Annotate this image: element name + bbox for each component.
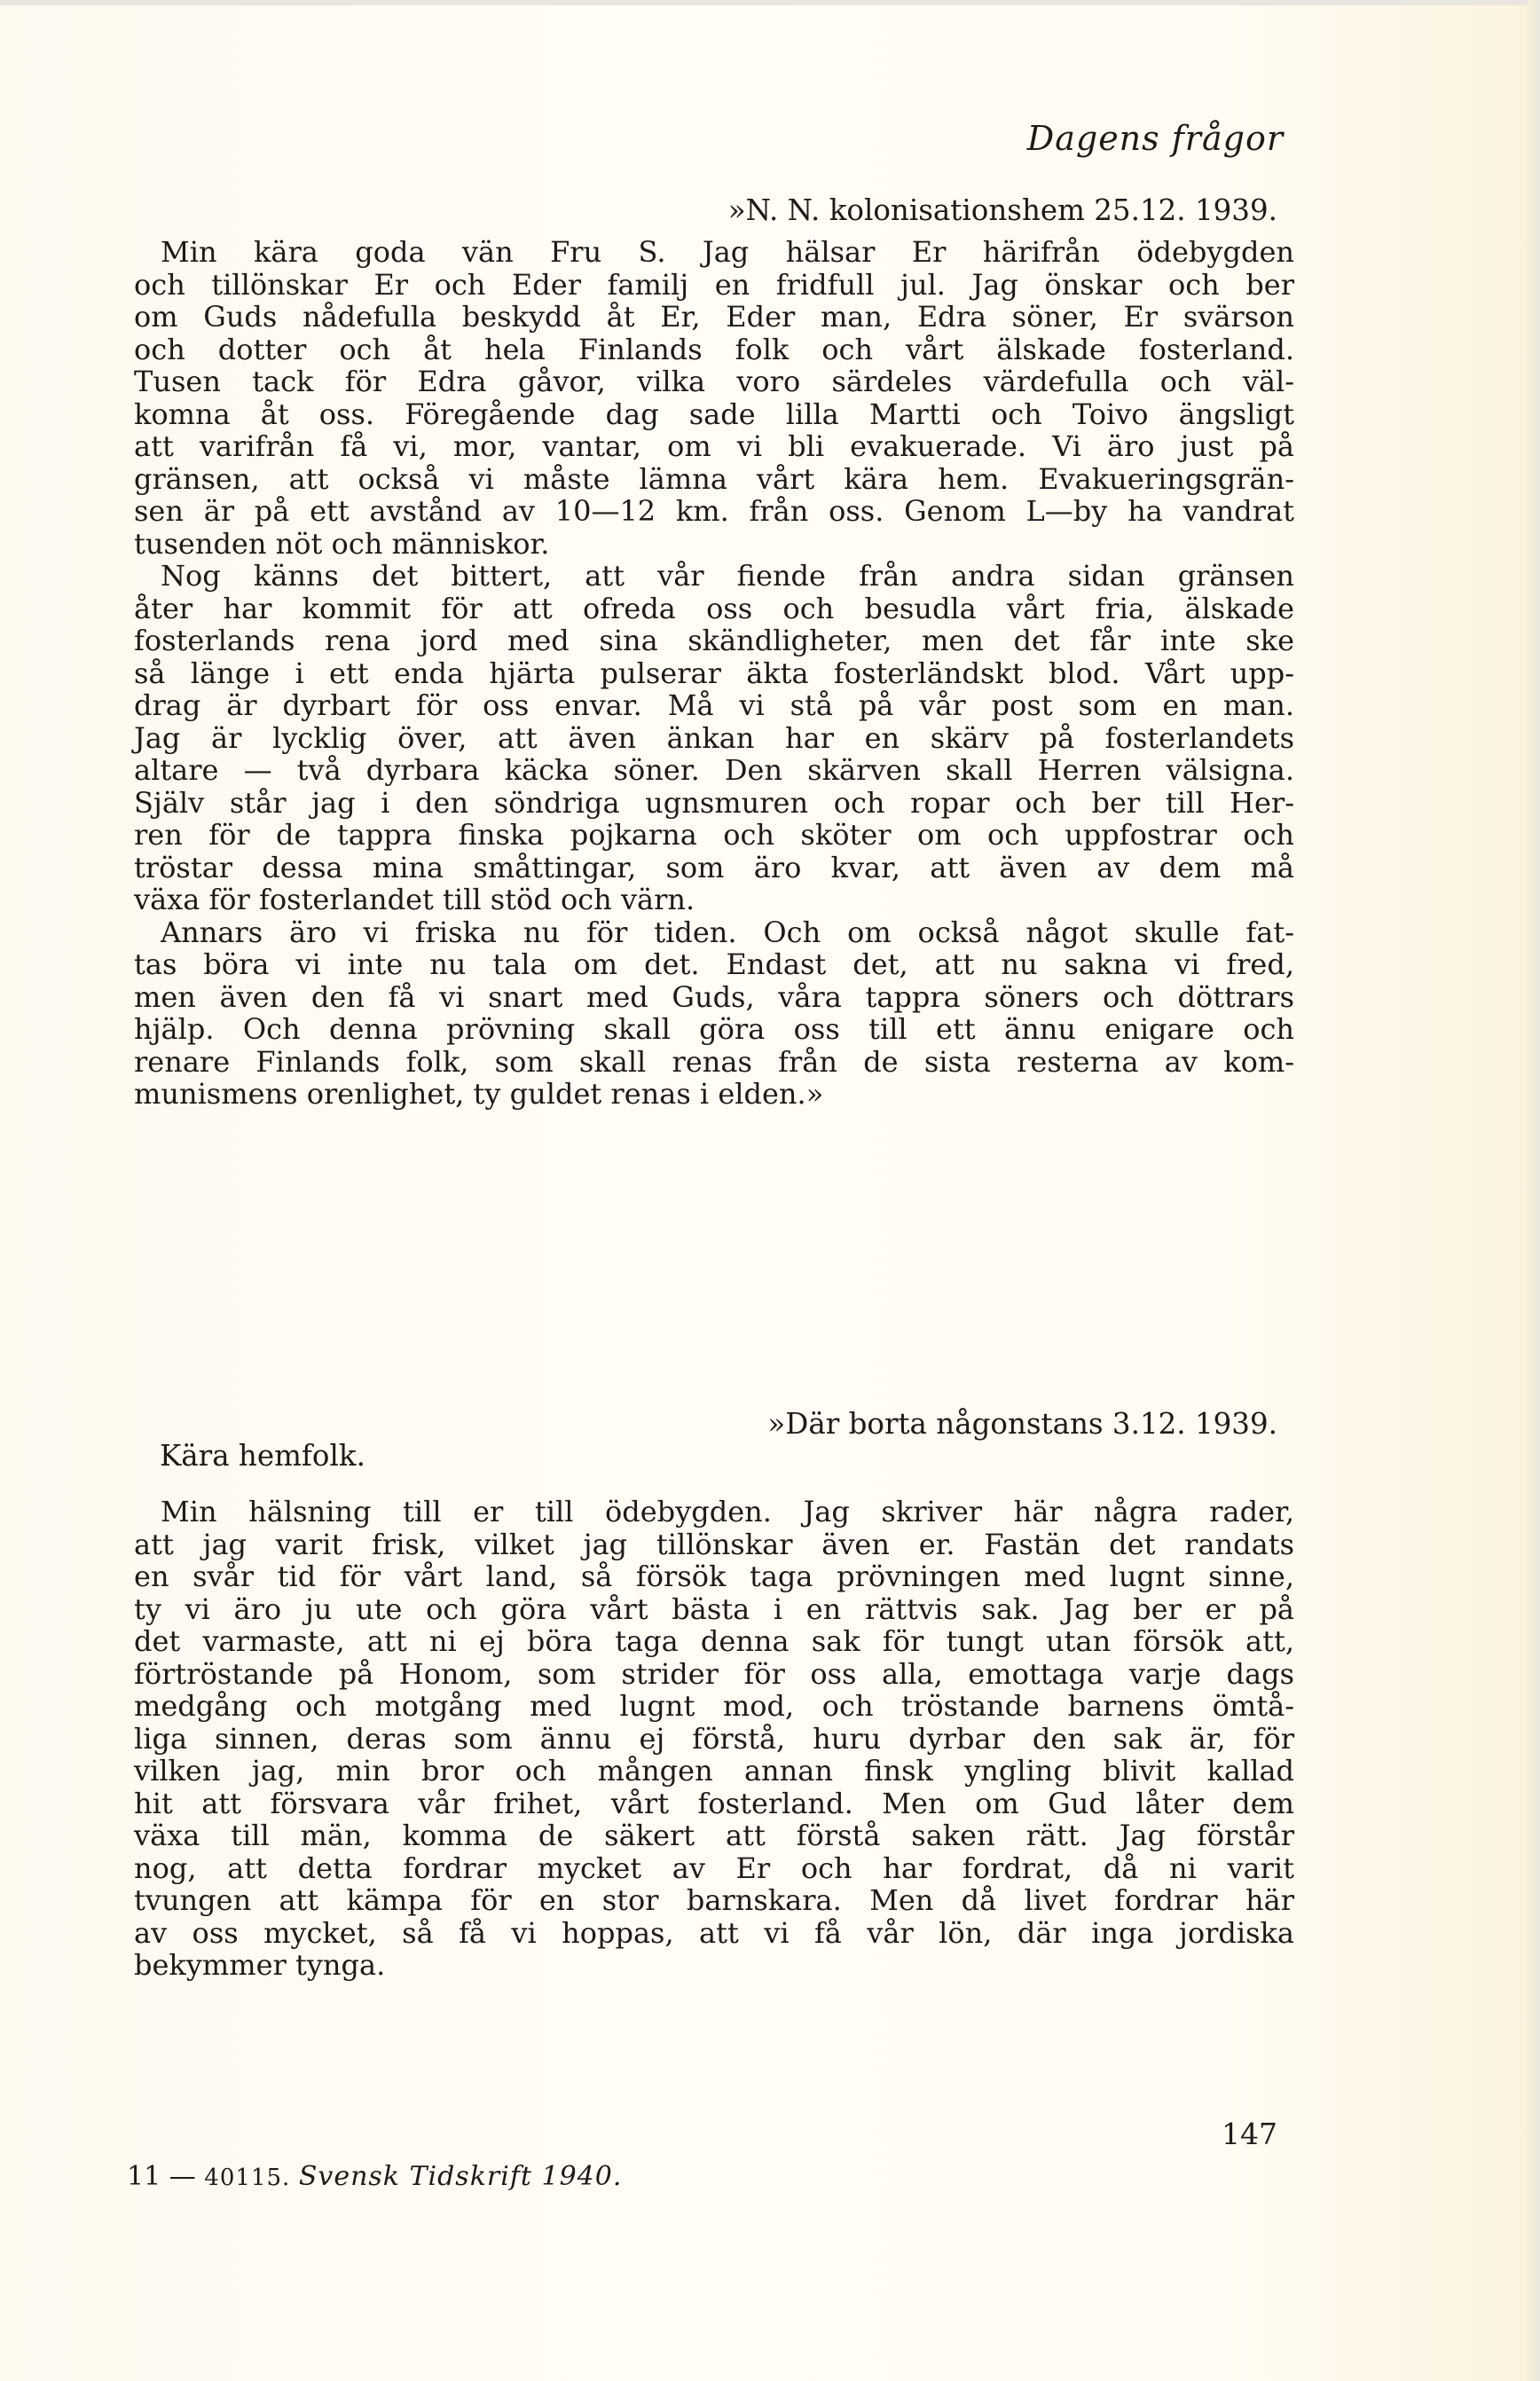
text-line: Annars äro vi friska nu för tiden. Och om också något skulle fat- — [161, 915, 1294, 949]
letter-2-salutation: Kära hemfolk. — [160, 1439, 365, 1473]
text-line: att varifrån få vi, mor, vantar, om vi bli evakuerade. Vi äro just på — [134, 429, 1294, 463]
text-line: Min hälsning till er till ödebygden. Jag skriver här några rader, — [161, 1495, 1294, 1528]
letter-1-dateline: »N. N. kolonisationshem 25.12. 1939. — [727, 193, 1277, 227]
text-line: renare Finlands folk, som skall renas från de sista resterna av kom- — [134, 1044, 1294, 1079]
text-line: Min kära goda vän Fru S. Jag hälsar Er härifrån ödebygden — [161, 235, 1294, 269]
document-page — [0, 5, 1528, 2381]
text-line: det varmaste, att ni ej böra taga denna sak för tungt utan försök att, — [134, 1624, 1294, 1658]
text-line: tvungen att kämpa för en stor barnskara. Men då livet fordrar här — [134, 1883, 1294, 1917]
text-line: om Guds nådefulla beskydd åt Er, Eder man, Edra söner, Er svärson — [134, 300, 1294, 334]
text-line: och tillönskar Er och Eder familj en fridfull jul. Jag önskar och ber — [134, 267, 1294, 302]
text-line: munismens orenlighet, ty guldet renas i elden.» — [134, 1077, 824, 1111]
print-code: 40115. — [204, 2165, 291, 2191]
page-edge — [1528, 0, 1540, 2381]
letter-2-body — [134, 1496, 1294, 1982]
page-number: 147 — [1222, 2117, 1277, 2151]
journal-title: Svensk Tidskrift 1940. — [298, 2161, 623, 2192]
letter-1-body — [134, 236, 1294, 1111]
text-line: växa för fosterlandet till stöd och värn. — [134, 883, 695, 916]
text-line: bekymmer tynga. — [134, 1948, 386, 1982]
text-line: ty vi äro ju ute och göra vårt bästa i en rättvis sak. Jag ber er på — [134, 1591, 1294, 1626]
text-line: en svår tid för vårt land, så försök taga prövningen med lugnt sinne, — [134, 1560, 1294, 1593]
text-line: drag är dyrbart för oss envar. Må vi stå på vår post som en man. — [134, 688, 1294, 722]
text-line: medgång och motgång med lugnt mod, och tröstande barnens ömtå- — [134, 1689, 1294, 1723]
text-line: vilken jag, min bror och mången annan finsk yngling blivit kallad — [134, 1754, 1294, 1788]
signature-number: 11 — [127, 2161, 161, 2192]
text-line: åter har kommit för att ofreda oss och besudla vårt fria, älskade — [134, 591, 1294, 625]
text-line: hit att försvara vår frihet, vårt fosterland. Men om Gud låter dem — [134, 1786, 1294, 1820]
text-line: liga sinnen, deras som ännu ej förstå, huru dyrbar den sak är, för — [134, 1721, 1294, 1756]
text-line: fosterlands rena jord med sina skändligheter, men det får inte ske — [134, 624, 1294, 657]
text-line: Själv står jag i den söndriga ugnsmuren och ropar och ber till Her- — [134, 785, 1294, 820]
text-line: tas böra vi inte nu tala om det. Endast det, att nu sakna vi fred, — [134, 947, 1294, 981]
text-line: komna åt oss. Föregående dag sade lilla Martti och Toivo ängsligt — [134, 397, 1294, 431]
text-line: förtröstande på Honom, som strider för oss alla, emottaga varje dags — [134, 1656, 1294, 1691]
text-line: men även den få vi snart med Guds, våra tappra söners och döttrars — [134, 979, 1294, 1014]
footer-dash: — — [169, 2161, 196, 2192]
text-line: att jag varit frisk, vilket jag tillönskar även er. Fastän det randats — [134, 1527, 1294, 1561]
text-line: och dotter och åt hela Finlands folk och vårt älskade fosterland. — [134, 332, 1294, 366]
text-line: nog, att detta fordrar mycket av Er och har fordrat, då ni varit — [134, 1851, 1294, 1885]
running-head: Dagens frågor — [1026, 119, 1284, 158]
text-line: tröstar dessa mina småttingar, som äro kvar, att även av dem må — [134, 850, 1294, 884]
text-line: gränsen, att också vi måste lämna vårt kära hem. Evakueringsgrän- — [134, 461, 1294, 496]
text-line: hjälp. Och denna prövning skall göra oss till ett ännu enigare och — [134, 1012, 1294, 1046]
text-line: växa till män, komma de säkert att förstå saken rätt. Jag förstår — [134, 1819, 1294, 1852]
text-line: sen är på ett avstånd av 10—12 km. från oss. Genom L—by ha vandrat — [134, 494, 1294, 528]
text-line: Nog känns det bittert, att vår fiende från andra sidan gränsen — [161, 559, 1294, 593]
text-line: Jag är lycklig över, att även änkan har en skärv på fosterlandets — [134, 720, 1294, 755]
letter-2-dateline: »Där borta någonstans 3.12. 1939. — [767, 1407, 1277, 1441]
text-line: altare — två dyrbara käcka söner. Den skärven skall Herren välsigna. — [134, 753, 1294, 787]
text-line: tusenden nöt och människor. — [134, 526, 550, 561]
text-line: ren för de tappra finska pojkarna och sköter om och uppfostrar och — [134, 818, 1294, 852]
text-line: så länge i ett enda hjärta pulserar äkta fosterländskt blod. Vårt upp- — [134, 656, 1294, 690]
text-line: av oss mycket, så få vi hoppas, att vi få vår lön, där inga jordiska — [134, 1915, 1294, 1950]
text-line: Tusen tack för Edra gåvor, vilka voro särdeles värdefulla och väl- — [134, 365, 1294, 398]
footer-signature — [127, 2161, 622, 2192]
